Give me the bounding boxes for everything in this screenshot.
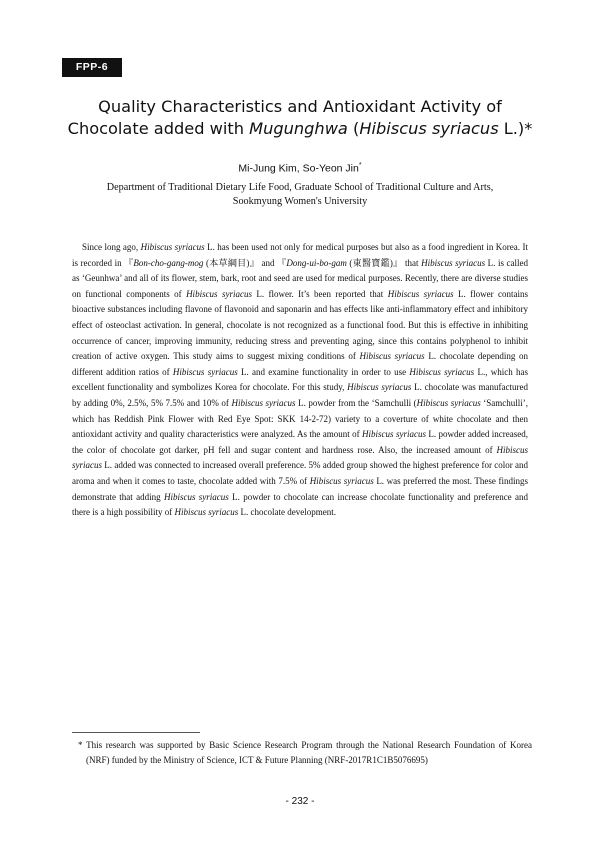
abstract-italic: Hibiscus syriacus (409, 366, 475, 377)
abstract-text: L. chocolate was manufactured by adding 0%, 2.5%, 5% 7.5% and 10% of (72, 382, 529, 408)
title-line-1: Quality Characteristics and Antioxidant Activity of (98, 97, 502, 116)
abstract-text: L. was preferred the most. These findings demonstrate that adding (72, 475, 528, 502)
abstract-italic: Hibiscus syriacus (231, 397, 296, 408)
page-number: - 232 - (285, 796, 315, 807)
abstract-italic: Dong-ui-bo-gam (286, 257, 347, 268)
abstract-text: L. powder to chocolate can increase chocolate functionality and preference and there is a high possibility of (72, 491, 529, 518)
title-italic: Mugunghwa (249, 119, 348, 138)
abstract-text: (本草綱目)』 and 『 (203, 257, 287, 268)
title-text: ( (347, 119, 360, 138)
abstract-italic: Hibiscus syriacus (186, 288, 252, 299)
abstract-text: L. chocolate development. (238, 507, 336, 518)
abstract-body (72, 240, 528, 521)
abstract-italic: Bon-cho-gang-mog (133, 257, 204, 268)
abstract-text: Since long ago, (82, 242, 141, 252)
author-names: Mi-Jung Kim, So-Yeon Jin (238, 162, 359, 175)
paper-title (60, 96, 540, 140)
abstract-text: L. powder added increased, the color of chocolate got darker, pH fell and sugar content and hardness rose. Also, the increased amount of (72, 429, 529, 455)
session-badge: FPP-6 (62, 58, 122, 77)
affiliation-line-1: Department of Traditional Dietary Life Food, Graduate School of Traditional Culture and Arts, (106, 182, 494, 193)
title-footnote-marker: * (524, 119, 533, 138)
abstract-italic: Hibiscus syriacus (359, 351, 425, 362)
title-italic: Hibiscus syriacus (359, 119, 499, 138)
abstract-italic: Hibiscus syriacus (174, 507, 239, 518)
abstract-text: L. is called as ‘Geunhwa’ and all of its flower, stem, bark, root and seed are used for medical purposes. Recently, there are diverse studies on functional components of (72, 257, 528, 299)
affiliation-line-2: Sookmyung Women's University (232, 196, 368, 207)
abstract-text: L. chocolate depending on different addition ratios of (72, 351, 529, 377)
footnote-divider (72, 732, 200, 733)
abstract-text: L., which has excellent functionality and symbolizes Korea for chocolate. For this study, (72, 366, 529, 393)
abstract-italic: Hibiscus syriacus (416, 397, 481, 408)
abstract-text: L. added was connected to increased overall preference. 5% added group showed the highest preference for color and aroma and when it comes to taste, chocolate added with 7.5% of (72, 460, 528, 486)
abstract-italic: Hibiscus syriacus (163, 491, 229, 502)
author-list (60, 162, 540, 175)
abstract-italic: Hibiscus syriacus (172, 366, 238, 377)
abstract-text: L. flower contains bioactive substances including flavone of flavonoid and saponarin and has effects like anti-inflammatory effect and inhibitory effect of osteoclast activation. In general, chocolate is not recognized as a functional food. But this is effective in inhibiting occurrence of cancer, improving immunity, reducing stress and preventing aging, since this contains polyphenol to inhibit creation of active oxygen. This study aims to suggest mixing conditions of (72, 288, 529, 362)
abstract-italic: Hibiscus syriacus (72, 444, 528, 471)
abstract-text: L. has been used not only for medical purposes but also as a food ingredient in Korea. It is recorded in 『 (72, 242, 528, 268)
title-text: Chocolate added with (67, 119, 250, 138)
title-text: L.) (498, 119, 525, 138)
abstract-text: L. flower. It’s been reported that (251, 288, 388, 299)
title-line-2 (60, 118, 540, 140)
author-marker: * (358, 162, 362, 169)
abstract-text: ‘Samchulli’, which has Reddish Pink Flower with Red Eye Spot: SKK 14-2-72) variety to a coverture of white chocolate and then antioxidant activity and quality characteristics were analyzed. As the amount of (72, 397, 529, 440)
abstract-text: L. powder from the ‘Samchulli ( (295, 397, 417, 408)
abstract-italic: Hibiscus syriacus (421, 257, 486, 268)
abstract-italic: Hibiscus syriacus (347, 382, 412, 393)
abstract-italic: Hibiscus syriacus (140, 242, 205, 252)
funding-footnote: * This research was supported by Basic Science Research Program through the National Research Foundation of Korea (NRF) funded by the Ministry of Science, ICT & Future Planning (NRF-2017R1C1B5076695) (78, 740, 532, 765)
abstract-italic: Hibiscus syriacus (387, 288, 454, 299)
abstract-text: (東醫寶鑑)』 that (346, 257, 422, 268)
affiliation (60, 181, 540, 209)
abstract-italic: Hibiscus syriacus (362, 429, 426, 440)
abstract-italic: Hibiscus syriacus (309, 475, 374, 486)
abstract-text: L. and examine functionality in order to use (237, 366, 410, 377)
